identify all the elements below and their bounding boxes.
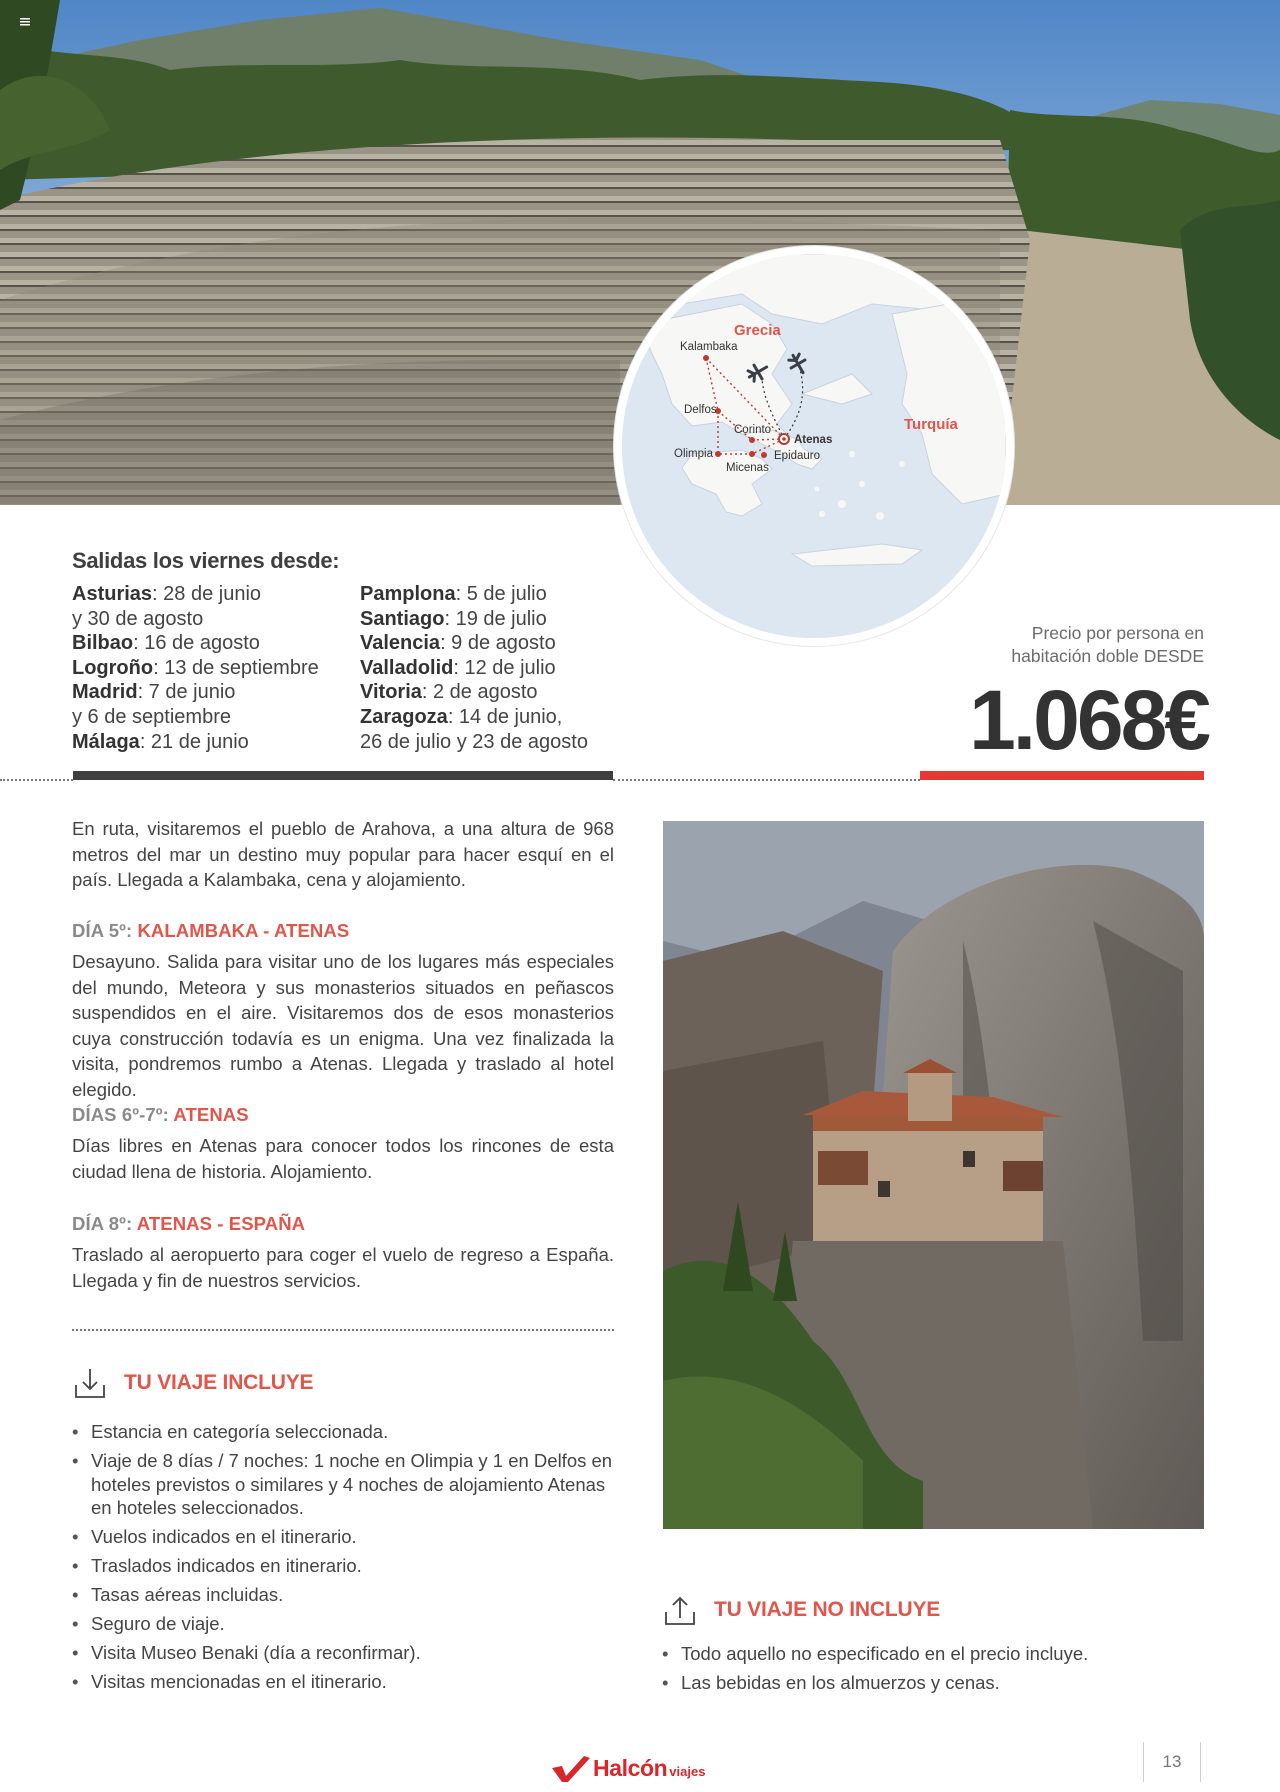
divider-bar-dark [73,771,613,780]
map-label-atenas: Atenas [794,434,833,446]
list-item: • Visitas mencionadas en el itinerario. [72,1670,617,1694]
itinerary-intro: En ruta, visitaremos el pueblo de Arahova, a una altura de 968 metros del mar un destino muy popular para hacer esquí en el país. Llegada a Kalambaka, cena y alojamiento. [72,818,614,890]
list-item: • Tasas aéreas incluidas. [72,1583,617,1607]
departure-line: Santiago: 19 de julio [360,607,547,630]
departure-line: y 6 de septiembre [72,705,231,728]
departures-left-column [72,582,362,754]
list-item: • Las bebidas en los almuerzos y cenas. [662,1671,1207,1695]
divider-dotted [72,1329,614,1331]
excludes-title: TU VIAJE NO INCLUYE [714,1598,941,1621]
map-label-turkey: Turquía [904,416,958,433]
map-label-delfos: Delfos [684,404,717,416]
day-description: Traslado al aeropuerto para coger el vuelo de regreso a España. Llegada y fin de nuestros servicios. [72,1244,614,1291]
departure-line: Valencia: 9 de agosto [360,632,556,655]
list-item: • Traslados indicados en itinerario. [72,1554,617,1578]
excludes-heading [662,1592,940,1628]
route-map [614,246,1014,646]
list-item: • Estancia en categoría seleccionada. [72,1420,617,1444]
halcon-bird-icon [552,1756,590,1782]
map-label-epidauro: Epidauro [774,450,821,462]
departures-right-column [360,582,650,754]
departure-line: 26 de julio y 23 de agosto [360,730,588,753]
menu-icon [20,18,30,26]
day-description: Días libres en Atenas para conocer todos los rincones de esta ciudad llena de historia. Alojamiento. [72,1135,614,1182]
includes-heading [72,1365,313,1401]
map-label-kalambaka: Kalambaka [680,341,738,353]
meteora-monastery-photo [663,821,1204,1529]
departure-line: Zaragoza: 14 de junio, [360,705,563,728]
departure-line: Asturias: 28 de junio [72,583,262,605]
map-label-micenas: Micenas [726,462,769,474]
departures-title: Salidas los viernes desde: [72,548,340,573]
price-note [960,622,1204,668]
list-item: • Vuelos indicados en el itinerario. [72,1525,617,1549]
map-label-corinto: Corinto [734,424,772,436]
list-item: • Visita Museo Benaki (día a reconfirmar). [72,1641,617,1665]
day-heading: DÍA 8º: ATENAS - ESPAÑA [72,1213,306,1234]
meteora-illustration [663,821,1204,1529]
day-heading: DÍA 5º: KALAMBAKA - ATENAS [72,920,350,941]
map-label-greece: Grecia [734,322,781,339]
departure-line: Vitoria: 2 de agosto [360,681,538,704]
page-number-rule [1200,1742,1201,1782]
departure-line: Logroño: 13 de septiembre [72,656,319,679]
divider-dotted [0,779,73,781]
departure-line: Málaga: 21 de junio [72,730,249,753]
price-value: 1.068€ [969,673,1208,767]
map-label-olimpia: Olimpia [674,448,713,460]
price-note-line: Precio por persona en [1031,623,1204,643]
departure-line: y 30 de agosto [72,607,204,630]
halcon-logo [552,1755,705,1782]
departure-line: Pamplona: 5 de julio [360,583,547,605]
list-item: • Todo aquello no especificado en el precio incluye. [662,1642,1207,1666]
download-icon [72,1365,108,1401]
includes-title: TU VIAJE INCLUYE [124,1371,314,1394]
price-underline-bar [920,771,1204,780]
brand-sub: viajes [669,1764,706,1779]
excludes-list [662,1642,1207,1700]
departure-line: Bilbao: 16 de agosto [72,632,260,655]
page-number: 13 [1162,1752,1182,1771]
brand-name: Halcón [593,1755,668,1781]
day-description: Desayuno. Salida para visitar uno de los lugares más especiales del mundo, Meteora y sus monasterios situados en peñascos suspendidos en el aire. Visitaremos dos de esos monasterios cuya construcción todavía es un enigma. Una vez finalizada la visita, pondremos rumbo a Atenas. Llegada y traslado al hotel elegido. [72,951,614,1100]
greece-map-illustration [622,254,1006,638]
departure-line: Valladolid: 12 de julio [360,656,556,679]
list-item: • Viaje de 8 días / 7 noches: 1 noche en Olimpia y 1 en Delfos en hoteles previstos o similares y 4 noches de alojamiento Atenas en hoteles seleccionados. [72,1449,617,1520]
divider-dotted [613,779,920,781]
includes-list [72,1420,617,1699]
upload-icon [662,1592,698,1628]
price-note-line: habitación doble DESDE [1011,646,1204,666]
list-item: • Seguro de viaje. [72,1612,617,1636]
day-heading: DÍAS 6º-7º: ATENAS [72,1104,249,1125]
departure-line: Madrid: 7 de junio [72,681,236,704]
